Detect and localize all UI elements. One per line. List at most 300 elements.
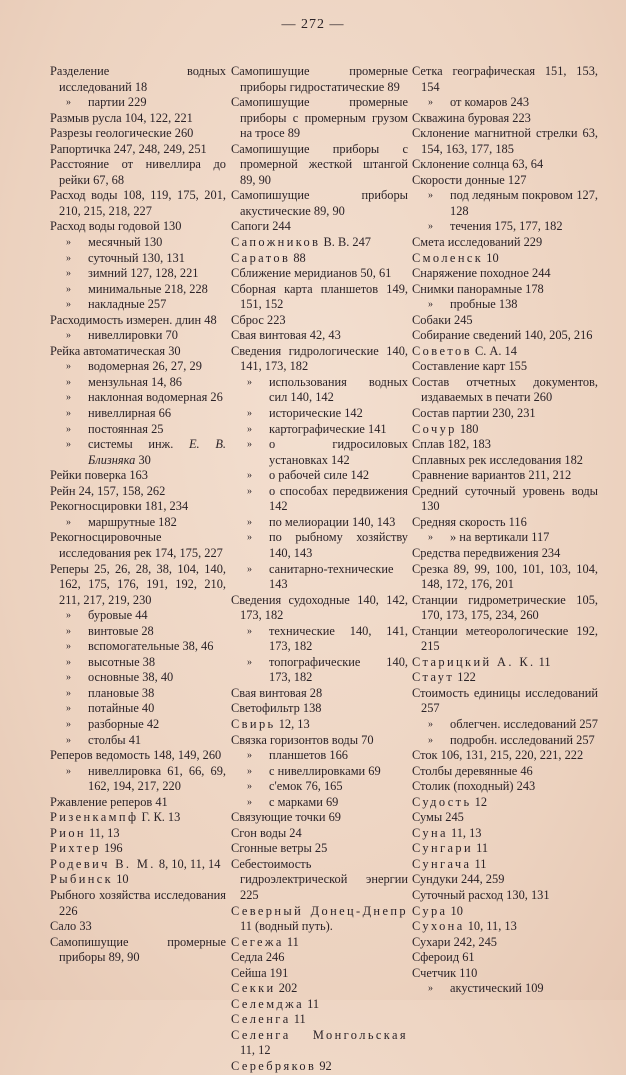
entry-name-spaced: Серебряков: [231, 1059, 317, 1073]
index-subentry: [231, 437, 408, 468]
entry-text: Сборная карта планшетов 149, 151, 152: [231, 281, 408, 312]
index-subentry: [50, 406, 226, 422]
ditto-mark: »: [247, 563, 252, 575]
entry-text: технические 140, 141, 173, 182: [269, 623, 408, 654]
entry-text: топографические 140, 173, 182: [269, 654, 408, 685]
index-entry: [231, 219, 408, 235]
index-entry: [231, 282, 408, 313]
index-entry: [412, 344, 598, 360]
entry-text: зимний 127, 128, 221: [88, 266, 199, 281]
index-entry: [412, 919, 598, 935]
entry-text: Счетчик 110: [412, 965, 478, 980]
entry-text: Реперов ведомость 148, 149, 260: [50, 748, 222, 763]
ditto-mark: »: [428, 983, 433, 995]
ditto-mark: »: [247, 516, 252, 528]
entry-text: Самопишущие промерные приборы 89, 90: [50, 934, 226, 965]
entry-name-spaced: Сунгари: [412, 841, 473, 856]
index-entry: [231, 1059, 408, 1075]
ditto-mark: »: [66, 625, 71, 637]
index-subentry: [50, 235, 226, 251]
entry-name-spaced: Сегежа: [231, 934, 284, 949]
index-entry: [50, 126, 226, 142]
ditto-mark: »: [66, 718, 71, 730]
entry-text: 11: [290, 1012, 306, 1027]
entry-text: Расход воды годовой 130: [50, 219, 182, 234]
entry-text: 11: [473, 841, 489, 856]
ditto-mark: »: [66, 734, 71, 746]
index-entry: [412, 126, 598, 157]
index-entry: [231, 328, 408, 344]
ditto-mark: »: [66, 376, 71, 388]
entry-name-spaced: Сунгача: [412, 856, 472, 871]
entry-text: Сплав 182, 183: [412, 437, 491, 452]
entry-text: Самопишущие приборы акустические 89, 90: [231, 188, 408, 218]
index-entry: [231, 810, 408, 826]
entry-text: картографические 141: [269, 421, 387, 436]
index-subentry: [231, 655, 408, 686]
index-subentry: [412, 733, 598, 749]
index-entry: [231, 593, 408, 624]
entry-name-spaced: Сухона: [412, 919, 465, 934]
entry-text: Средний суточный уровень воды 130: [412, 483, 598, 514]
entry-text: Сведения судоходные 140, 142, 173, 182: [231, 592, 408, 623]
index-subentry: [231, 484, 408, 515]
index-subentry: [50, 375, 226, 391]
entry-text: нивеллировка 61, 66, 69, 162, 194, 217, 220: [88, 763, 226, 794]
entry-text: Суточный расход 130, 131: [412, 887, 550, 902]
entry-text: Реперы 25, 26, 28, 38, 104, 140, 162, 175, 176, 191, 192, 210, 211, 217, 219, 230: [50, 561, 226, 607]
index-entry: [231, 1012, 408, 1028]
entry-text: о рабочей силе 142: [269, 468, 370, 483]
index-entry: [412, 515, 598, 531]
entry-text: с марками 69: [269, 794, 339, 809]
index-subentry: [50, 717, 226, 733]
entry-name-spaced: Рион: [50, 825, 86, 840]
ditto-mark: »: [428, 221, 433, 233]
index-entry: [231, 950, 408, 966]
entry-text: 8, 10, 11, 14: [155, 856, 221, 871]
entry-text: Сброс 223: [231, 312, 286, 327]
entry-text: В. В. 247: [320, 235, 371, 250]
entry-text: Сгонные ветры 25: [231, 841, 328, 856]
entry-text: 11: [535, 654, 551, 669]
index-subentry: [50, 390, 226, 406]
index-entry: [50, 219, 226, 235]
entry-name-spaced: Рыбинск: [50, 872, 114, 887]
entry-text: Связка горизонтов воды 70: [231, 732, 374, 747]
entry-name-spaced: Селенга: [231, 1012, 291, 1027]
entry-name-spaced: Сура: [412, 903, 448, 918]
index-entry: [231, 717, 408, 733]
ditto-mark: »: [247, 439, 252, 451]
entry-text: месячный 130: [88, 235, 163, 250]
index-entry: [412, 779, 598, 795]
index-subentry: [412, 717, 598, 733]
entry-text: 11: [283, 934, 299, 949]
index-subentry: [412, 981, 598, 997]
entry-text: Сравнение вариантов 211, 212: [412, 468, 572, 483]
entry-text: мензульная 14, 86: [88, 374, 182, 389]
index-entry: [412, 422, 598, 438]
entry-text: по рыбному хозяйству 140, 143: [269, 530, 408, 560]
ditto-mark: »: [247, 423, 252, 435]
entry-name-spaced: Саратов: [231, 250, 291, 265]
entry-name-spaced: Старицкий А. К.: [412, 654, 536, 669]
entry-text: течения 175, 177, 182: [450, 219, 563, 234]
index-entry: [231, 701, 408, 717]
index-subentry: [231, 562, 408, 593]
entry-name-spaced: Суна: [412, 825, 448, 840]
index-entry: [412, 888, 598, 904]
index-entry: [50, 888, 226, 919]
entry-text: Средняя скорость 116: [412, 514, 527, 529]
index-subentry: [50, 282, 226, 298]
entry-text: под ледяным покровом 127, 128: [450, 188, 598, 218]
index-entry: [50, 499, 226, 515]
index-entry: [231, 344, 408, 375]
entry-text: 180: [456, 421, 479, 436]
index-subentry: [50, 297, 226, 313]
ditto-mark: »: [428, 734, 433, 746]
entry-text: Собаки 245: [412, 312, 473, 327]
index-entry: [412, 266, 598, 282]
index-subentry: [412, 530, 598, 546]
index-subentry: [50, 639, 226, 655]
index-subentry: [231, 422, 408, 438]
entry-text: 92: [316, 1059, 332, 1073]
entry-text: акустический 109: [450, 981, 544, 996]
entry-text: системы инж.: [88, 437, 189, 452]
entry-text: Рейки поверка 163: [50, 468, 148, 483]
index-entry: [50, 484, 226, 500]
index-entry: [412, 624, 598, 655]
index-entry: [412, 966, 598, 982]
index-subentry: [50, 608, 226, 624]
entry-text: Склонение магнитной стрелки 63, 154, 163, 177, 185: [412, 126, 598, 156]
index-entry: [412, 857, 598, 873]
entry-text: Рекогносцировочные исследования рек 174, 175, 227: [50, 530, 223, 560]
entry-text: Собирание сведений 140, 205, 216: [412, 328, 593, 343]
index-entry: [231, 266, 408, 282]
entry-text: 10, 11, 13: [464, 919, 517, 934]
index-column-2: [231, 64, 408, 1075]
index-subentry: [231, 468, 408, 484]
entry-text: Сетка географическая 151, 153, 154: [412, 64, 598, 94]
index-entry: [412, 810, 598, 826]
entry-text: Разрезы геологические 260: [50, 126, 194, 141]
index-entry: [231, 251, 408, 267]
entry-name-spaced: Северный Донец-Днепр: [231, 903, 408, 918]
entry-text: разборные 42: [88, 716, 160, 731]
index-entry: [412, 872, 598, 888]
ditto-mark: »: [428, 532, 433, 544]
entry-text: Самопишущие промерные приборы гидростатические 89: [231, 64, 408, 94]
entry-text: использования водных сил 140, 142: [269, 374, 408, 405]
ditto-mark: »: [66, 516, 71, 528]
entry-text: 10: [113, 872, 129, 887]
index-entry: [412, 593, 598, 624]
index-entry: [412, 826, 598, 842]
entry-text: санитарно-технические 143: [269, 561, 394, 592]
entry-text: подробн. исследований 257: [450, 732, 595, 747]
index-entry: [412, 157, 598, 173]
entry-text: Сапоги 244: [231, 219, 291, 234]
ditto-mark: »: [247, 408, 252, 420]
index-subentry: [50, 328, 226, 344]
ditto-mark: »: [66, 687, 71, 699]
ditto-mark: »: [247, 656, 252, 668]
index-column-1: [50, 64, 226, 966]
index-entry: [50, 111, 226, 127]
entry-text: потайные 40: [88, 701, 155, 716]
index-subentry: [231, 624, 408, 655]
entry-text: С. А. 14: [471, 343, 517, 358]
ditto-mark: »: [66, 703, 71, 715]
entry-text: Свая винтовая 42, 43: [231, 328, 341, 343]
entry-text: Скважина буровая 223: [412, 110, 531, 125]
index-entry: [412, 841, 598, 857]
entry-text: исторические 142: [269, 406, 363, 421]
index-entry: [412, 655, 598, 671]
entry-text: Сухари 242, 245: [412, 934, 497, 949]
index-entry: [231, 857, 408, 904]
index-subentry: [50, 95, 226, 111]
entry-text: Рекогносцировки 181, 234: [50, 499, 189, 514]
entry-text: с нивеллировками 69: [269, 763, 381, 778]
index-entry: [50, 857, 226, 873]
index-entry: [412, 173, 598, 189]
index-entry: [412, 64, 598, 95]
index-subentry: [231, 375, 408, 406]
entry-text: Сплавных рек исследования 182: [412, 452, 583, 467]
entry-text: Размыв русла 104, 122, 221: [50, 110, 193, 125]
index-entry: [231, 1028, 408, 1059]
index-entry: [50, 795, 226, 811]
entry-text: Расходимость измерен. длин 48: [50, 312, 217, 327]
index-entry: [412, 406, 598, 422]
entry-text: Рапортичка 247, 248, 249, 251: [50, 141, 207, 156]
ditto-mark: »: [66, 299, 71, 311]
entry-text: водомерная 26, 27, 29: [88, 359, 202, 374]
entry-text: Сундуки 244, 259: [412, 872, 505, 887]
ditto-mark: »: [247, 625, 252, 637]
index-column-3: [412, 64, 598, 997]
index-entry: [412, 359, 598, 375]
index-subentry: [50, 422, 226, 438]
index-entry: [50, 841, 226, 857]
entry-name-spaced: Смоленск: [412, 250, 484, 265]
entry-text: от комаров 243: [450, 95, 530, 110]
entry-text: 196: [100, 841, 123, 856]
entry-name-spaced: Родевич В. М.: [50, 856, 156, 871]
entry-text: 10: [483, 250, 499, 265]
index-subentry: [231, 515, 408, 531]
ditto-mark: »: [247, 532, 252, 544]
index-entry: [231, 997, 408, 1013]
index-entry: [412, 375, 598, 406]
entry-text: суточный 130, 131: [88, 250, 185, 265]
index-entry: [412, 546, 598, 562]
ditto-mark: »: [247, 376, 252, 388]
entry-name-spaced: Стаут: [412, 670, 455, 685]
ditto-mark: »: [66, 641, 71, 653]
index-subentry: [50, 655, 226, 671]
index-subentry: [50, 670, 226, 686]
entry-text: 12: [471, 794, 488, 809]
entry-name-spaced: Свирь: [231, 716, 276, 731]
index-subentry: [412, 95, 598, 111]
entry-text: Состав партии 230, 231: [412, 406, 536, 421]
index-entry: [412, 935, 598, 951]
entry-text: высотные 38: [88, 654, 156, 669]
entry-text: накладные 257: [88, 297, 167, 312]
entry-text: Самопишущие приборы с промерной жесткой штангой 89, 90: [231, 141, 408, 187]
index-entry: [412, 437, 598, 453]
index-entry: [231, 826, 408, 842]
page-number: — 272 —: [281, 17, 345, 32]
entry-text: винтовые 28: [88, 623, 154, 638]
entry-text: Станции гидрометрические 105, 170, 173, 175, 234, 260: [412, 592, 598, 623]
index-entry: [50, 313, 226, 329]
entry-text: 10: [447, 903, 463, 918]
entry-name-spaced: Селенга Монгольская: [231, 1027, 408, 1042]
entry-text: по мелиорации 140, 143: [269, 514, 396, 529]
index-entry: [412, 764, 598, 780]
index-entry: [231, 188, 408, 219]
index-entry: [231, 733, 408, 749]
ditto-mark: »: [66, 97, 71, 109]
entry-text: Седла 246: [231, 950, 285, 965]
entry-text: Склонение солнца 63, 64: [412, 157, 544, 172]
entry-text: вспомогательные 38, 46: [88, 639, 214, 654]
entry-name-spaced: Советов: [412, 343, 472, 358]
entry-text: буровые 44: [88, 608, 148, 623]
entry-text: » на вертикали 117: [450, 530, 550, 545]
entry-text: партии 229: [88, 95, 147, 110]
entry-text: Рыбного хозяйства исследования 226: [50, 887, 226, 918]
ditto-mark: »: [66, 765, 71, 777]
index-entry: [412, 235, 598, 251]
index-entry: [50, 872, 226, 888]
index-entry: [412, 453, 598, 469]
index-entry: [231, 95, 408, 142]
entry-text: Сближение меридианов 50, 61: [231, 266, 392, 281]
ditto-mark: »: [66, 423, 71, 435]
entry-text: планшетов 166: [269, 748, 348, 763]
index-entry: [412, 484, 598, 515]
entry-text: Светофильтр 138: [231, 701, 322, 716]
index-entry: [50, 919, 226, 935]
entry-text: Расход воды 108, 119, 175, 201, 210, 215, 218, 227: [50, 188, 226, 218]
ditto-mark: »: [428, 190, 433, 202]
entry-text: 11: [304, 996, 320, 1011]
index-entry: [412, 904, 598, 920]
index-entry: [50, 64, 226, 95]
entry-text: Ржавление реперов 41: [50, 794, 168, 809]
entry-text: Сфероид 61: [412, 950, 475, 965]
index-subentry: [231, 764, 408, 780]
index-entry: [412, 251, 598, 267]
entry-text: о гидросиловых установках 142: [269, 437, 408, 467]
index-entry: [50, 530, 226, 561]
ditto-mark: »: [66, 330, 71, 342]
entry-text: Сало 33: [50, 919, 92, 934]
index-entry: [412, 670, 598, 686]
index-entry: [231, 981, 408, 997]
entry-text: Сгон воды 24: [231, 825, 302, 840]
index-entry: [231, 966, 408, 982]
entry-text: нивеллировки 70: [88, 328, 178, 343]
entry-text: Свая винтовая 28: [231, 685, 323, 700]
ditto-mark: »: [247, 750, 252, 762]
ditto-mark: »: [428, 718, 433, 730]
index-subentry: [50, 624, 226, 640]
index-entry: [412, 950, 598, 966]
entry-text: 11: [471, 856, 487, 871]
index-entry: [412, 795, 598, 811]
entry-text: 11, 12: [240, 1043, 271, 1058]
entry-text: Столик (походный) 243: [412, 779, 536, 794]
index-subentry: [231, 795, 408, 811]
entry-text: облегчен. исследований 257: [450, 716, 598, 731]
ditto-mark: »: [247, 781, 252, 793]
index-subentry: [412, 188, 598, 219]
index-entry: [50, 810, 226, 826]
ditto-mark: »: [66, 361, 71, 373]
entry-name-spaced: Судость: [412, 794, 472, 809]
index-subentry: [50, 359, 226, 375]
entry-text: столбы 41: [88, 732, 142, 747]
entry-text: Состав отчетных документов, издаваемых в печати 260: [412, 374, 598, 405]
entry-text: Средства передвижения 234: [412, 545, 561, 560]
ditto-mark: »: [66, 610, 71, 622]
index-entry: [412, 468, 598, 484]
entry-text: Снимки панорамные 178: [412, 281, 544, 296]
index-entry: [412, 748, 598, 764]
entry-text: плановые 38: [88, 685, 155, 700]
entry-text: Скорости донные 127: [412, 172, 527, 187]
entry-text: Столбы деревянные 46: [412, 763, 533, 778]
entry-text: 88: [290, 250, 306, 265]
entry-text: Рейка автоматическая 30: [50, 343, 181, 358]
entry-text: Себестоимость гидроэлектрической энергии 225: [231, 856, 408, 902]
ditto-mark: »: [66, 268, 71, 280]
index-entry: [412, 562, 598, 593]
entry-name-spaced: Рихтер: [50, 841, 101, 856]
index-subentry: [50, 251, 226, 267]
index-entry: [50, 142, 226, 158]
entry-text: Сток 106, 131, 215, 220, 221, 222: [412, 748, 584, 763]
ditto-mark: »: [66, 672, 71, 684]
index-entry: [50, 188, 226, 219]
index-subentry: [231, 530, 408, 561]
entry-text: основные 38, 40: [88, 670, 174, 685]
ditto-mark: »: [428, 299, 433, 311]
entry-name-italic: Е. В. Близняка: [88, 437, 226, 467]
ditto-mark: »: [428, 97, 433, 109]
index-subentry: [50, 701, 226, 717]
index-entry: [231, 313, 408, 329]
entry-text: 11, 13: [85, 825, 120, 840]
index-entry: [412, 111, 598, 127]
entry-text: Снаряжение походное 244: [412, 266, 551, 281]
entry-text: Сумы 245: [412, 810, 464, 825]
index-entry: [50, 157, 226, 188]
ditto-mark: »: [247, 765, 252, 777]
entry-text: Стоимость единицы исследований 257: [412, 685, 598, 716]
ditto-mark: »: [247, 485, 252, 497]
entry-text: Смета исследований 229: [412, 235, 543, 250]
